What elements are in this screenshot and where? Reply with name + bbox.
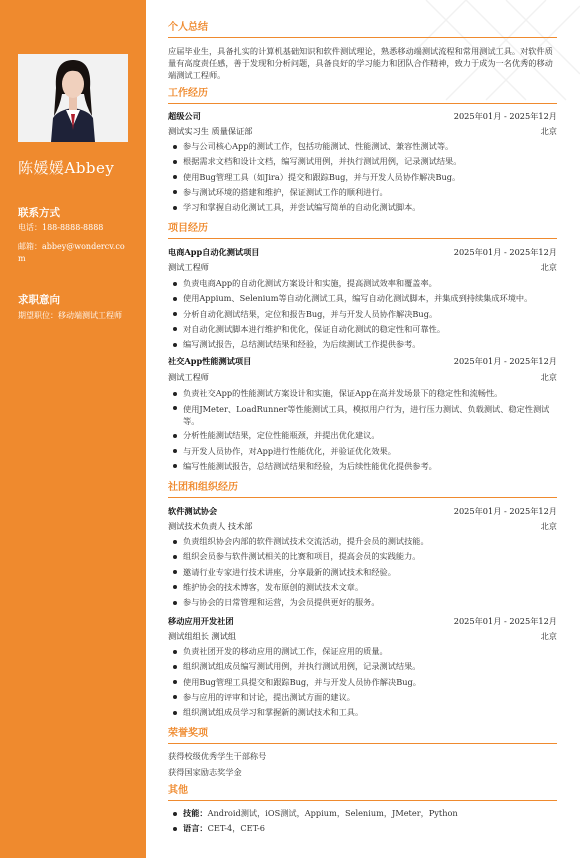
list-item: 维护协会的技术博客，发布原创的测试技术文章。 [168,580,557,595]
project-date: 2025年01月 - 2025年12月 [453,356,557,366]
email-text: 邮箱：abbey@wondercv.com [18,242,125,263]
org-location: 北京 [540,521,557,531]
list-item: 使用JMeter、LoadRunner等性能测试工具，模拟用户行为，进行压力测试、负载测试、稳定性测试等。 [168,401,557,428]
work-heading: 工作经历 [168,86,557,104]
list-item: 使用Bug管理工具提交和跟踪Bug，并与开发人员协作解决Bug。 [168,675,557,690]
work-header-row [168,110,557,122]
list-item: 根据需求文档和设计文档，编写测试用例，并执行测试用例，记录测试结果。 [168,154,557,169]
project-date: 2025年01月 - 2025年12月 [453,247,557,257]
list-item: 邀请行业专家进行技术讲座，分享最新的测试技术和经验。 [168,565,557,580]
list-item: 参与公司核心App的测试工作，包括功能测试、性能测试、兼容性测试等。 [168,139,557,154]
list-item: 编写测试报告，总结测试结果和经验，为后续测试工作提供参考。 [168,337,557,352]
list-item: 分析自动化测试结果，定位和报告Bug，并与开发人员协作解决Bug。 [168,307,557,322]
list-item: 对自动化测试脚本进行维护和优化，保证自动化测试的稳定性和可靠性。 [168,322,557,337]
list-item: 负责组织协会内部的软件测试技术交流活动，提升会员的测试技能。 [168,534,557,549]
org-date: 2025年01月 - 2025年12月 [453,616,557,626]
list-item: 负责电商App的自动化测试方案设计和实施，提高测试效率和覆盖率。 [168,276,557,291]
work-location: 北京 [540,126,557,136]
work-role: 测试实习生 质量保证部 [168,126,253,136]
contact-heading: 联系方式 [18,207,60,219]
list-item: 负责社团开发的移动应用的测试工作，保证应用的质量。 [168,644,557,659]
awards-heading: 荣誉奖项 [168,726,557,744]
list-item: 组织测试组成员编写测试用例，并执行测试用例，记录测试结果。 [168,659,557,674]
intent-heading: 求职意向 [18,294,60,306]
project-bullets [168,276,557,352]
project-header-row [168,246,557,258]
project-location: 北京 [540,262,557,272]
list-item: 学习和掌握自动化测试工具，并尝试编写简单的自动化测试脚本。 [168,200,557,215]
project-role: 测试工程师 [168,262,209,272]
org-bullets [168,534,557,610]
skills-text: Android测试，iOS测试，Appium，Selenium，JMeter，Python [207,808,458,818]
list-item: 与开发人员协作，对App进行性能优化，并验证优化效果。 [168,444,557,459]
work-date: 2025年01月 - 2025年12月 [453,111,557,121]
project-header-row [168,355,557,367]
project-role: 测试工程师 [168,372,209,382]
project-role-row [168,261,557,273]
list-item: 使用Appium、Selenium等自动化测试工具，编写自动化测试脚本，并集成到持续集成环境中。 [168,291,557,306]
org-header-row [168,615,557,627]
project-name: 电商App自动化测试项目 [168,247,260,257]
skills-label: 技能： [183,808,208,818]
language-item [168,821,557,836]
skills-item [168,806,557,821]
list-item: 组织测试组成员学习和掌握新的测试技术和工具。 [168,705,557,720]
org-name: 软件测试协会 [168,506,218,516]
org-header-row [168,505,557,517]
org-bullets [168,644,557,720]
work-bullets [168,139,557,215]
other-heading: 其他 [168,783,557,801]
profile-photo [18,54,128,142]
portrait-image [18,54,128,142]
list-item: 参与测试环境的搭建和维护，保证测试工作的顺利进行。 [168,185,557,200]
candidate-name: 陈媛媛Abbey [18,159,115,177]
language-label: 语言： [183,823,208,834]
org-role-row [168,630,557,642]
org-name: 移动应用开发社团 [168,616,234,626]
list-item: 使用Bug管理工具（如Jira）提交和跟踪Bug，并与开发人员协作解决Bug。 [168,170,557,185]
phone-text: 电话：188-8888-8888 [18,223,104,232]
work-company: 超级公司 [168,111,201,121]
projects-heading: 项目经历 [168,221,557,239]
summary-text: 应届毕业生，具备扎实的计算机基础知识和软件测试理论，熟悉移动端测试流程和常用测试工具。对软件质量有高度责任感，善于发现和分析问题，具备良好的学习能力和团队合作精神，致力于成为一名优秀的移动端测试工程师。 [168,46,553,80]
project-location: 北京 [540,372,557,382]
sidebar [0,0,146,858]
org-role: 测试技术负责人 技术部 [168,521,253,531]
project-bullets [168,386,557,474]
summary-heading: 个人总结 [168,20,557,38]
list-item: 组织会员参与软件测试相关的比赛和项目，提高会员的实践能力。 [168,549,557,564]
list-item: 负责社交App的性能测试方案设计和实施，保证App在高并发场景下的稳定性和流畅性。 [168,386,557,401]
intent-text: 期望职位：移动端测试工程师 [18,311,122,320]
project-role-row [168,371,557,383]
award-item: 获得校级优秀学生干部称号 [168,751,267,761]
language-text: CET-4，CET-6 [207,823,266,834]
project-name: 社交App性能测试项目 [168,356,252,366]
org-location: 北京 [540,631,557,641]
list-item: 参与协会的日常管理和运营，为会员提供更好的服务。 [168,595,557,610]
other-bullets [168,806,557,837]
orgs-heading: 社团和组织经历 [168,480,557,498]
award-item: 获得国家励志奖学金 [168,767,242,777]
org-role-row [168,520,557,532]
list-item: 编写性能测试报告，总结测试结果和经验，为后续性能优化提供参考。 [168,459,557,474]
work-role-row [168,125,557,137]
org-role: 测试组组长 测试组 [168,631,237,641]
org-date: 2025年01月 - 2025年12月 [453,506,557,516]
list-item: 分析性能测试结果，定位性能瓶颈，并提出优化建议。 [168,428,557,443]
list-item: 参与应用的评审和讨论，提出测试方面的建议。 [168,690,557,705]
